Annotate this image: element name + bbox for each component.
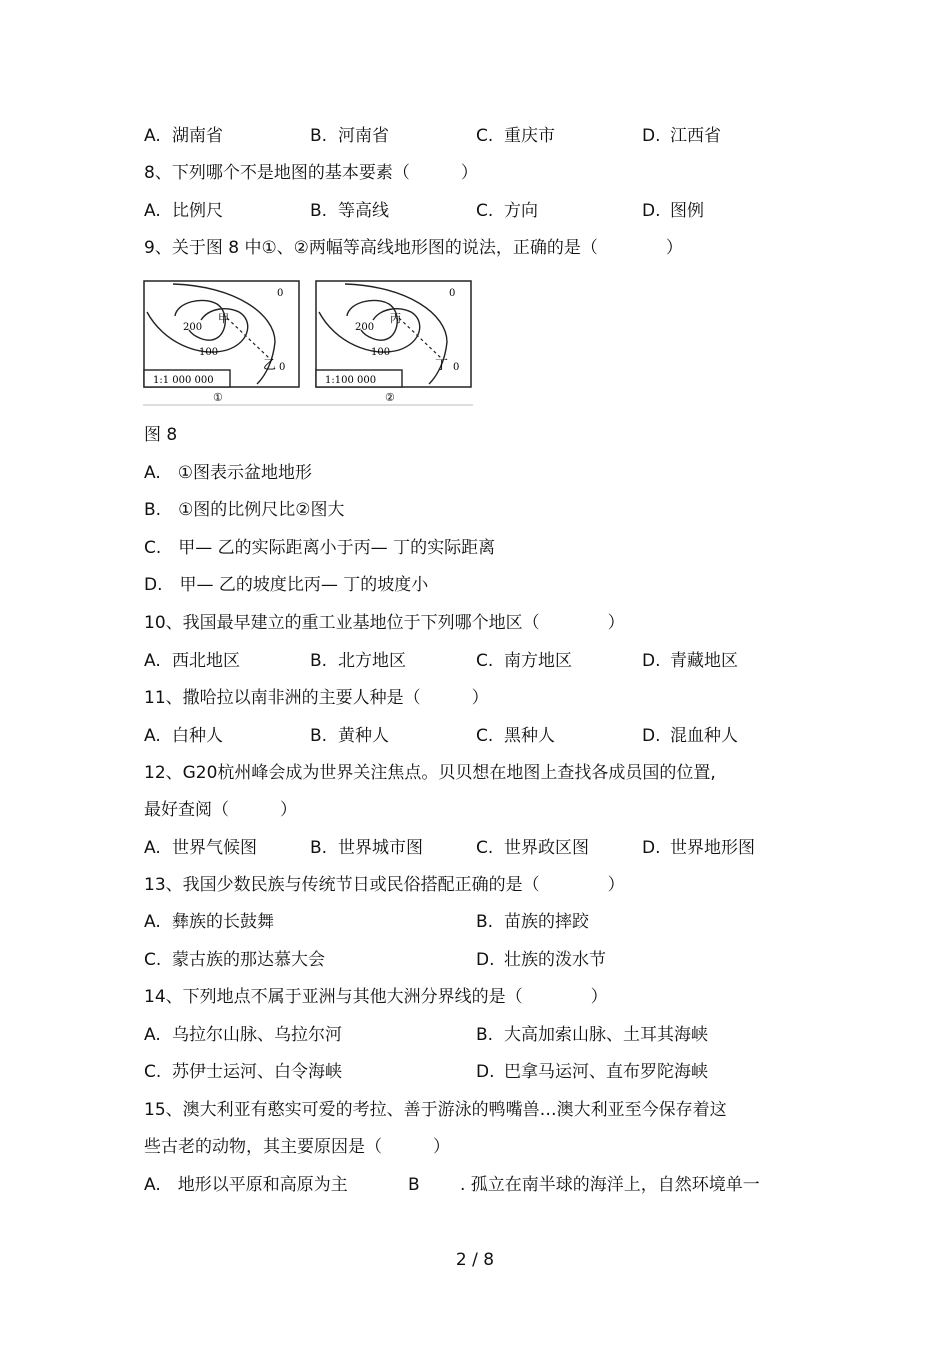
contour-map-1 — [144, 281, 299, 404]
q8-option-d: D. 图例 — [642, 201, 704, 221]
q11-option-c: C. 黑种人 — [476, 726, 555, 746]
contour-map-2 — [316, 281, 471, 404]
page-number: 2 / 8 — [455, 1250, 495, 1270]
map2-scale: 1:100 000 — [325, 375, 377, 386]
question-13: 13、我国少数民族与传统节日或民俗搭配正确的是（ ） — [144, 875, 625, 895]
map1-contour-0-bottom: 0 — [279, 362, 286, 373]
q10-option-d: D. 青藏地区 — [642, 651, 738, 671]
q10-option-a: A. 西北地区 — [144, 651, 240, 671]
map2-point-bing: 丙 — [390, 312, 401, 325]
q7-option-d: D. 江西省 — [642, 126, 721, 146]
q14-option-c: C. 苏伊士运河、白令海峡 — [144, 1062, 342, 1082]
q12-option-c: C. 世界政区图 — [476, 838, 589, 858]
q15-option-a: A. 地形以平原和高原为主 — [144, 1175, 348, 1195]
map2-contour-200: 200 — [355, 322, 375, 333]
q10-option-c: C. 南方地区 — [476, 651, 572, 671]
map2-contour-0-top: 0 — [449, 288, 456, 299]
q11-option-a: A. 白种人 — [144, 726, 223, 746]
map1-point-jia: 甲 — [218, 312, 229, 325]
q7-option-c: C. 重庆市 — [476, 126, 555, 146]
q12-option-d: D. 世界地形图 — [642, 838, 755, 858]
q14-option-d: D. 巴拿马运河、直布罗陀海峡 — [476, 1062, 708, 1082]
q9-option-b: B. ①图的比例尺比②图大 — [144, 500, 345, 520]
q9-option-c: C. 甲— 乙的实际距离小于丙— 丁的实际距离 — [144, 538, 496, 558]
question-12-line-2: 最好查阅（ ） — [144, 800, 297, 820]
q8-option-b: B. 等高线 — [310, 201, 389, 221]
contour-map-figure — [143, 280, 473, 406]
q11-option-b: B. 黄种人 — [310, 726, 389, 746]
q9-option-d: D. 甲— 乙的坡度比丙— 丁的坡度小 — [144, 575, 429, 595]
q14-option-a: A. 乌拉尔山脉、乌拉尔河 — [144, 1025, 342, 1045]
q14-option-b: B. 大高加索山脉、土耳其海峡 — [476, 1025, 708, 1045]
figure-caption: 图 8 — [144, 425, 178, 445]
map2-point-ding: 丁 — [435, 358, 449, 373]
map1-contour-200: 200 — [183, 322, 203, 333]
q8-option-a: A. 比例尺 — [144, 201, 223, 221]
question-8: 8、下列哪个不是地图的基本要素（ ） — [144, 163, 478, 183]
map1-point-yi: 乙 — [263, 358, 277, 373]
q7-option-b: B. 河南省 — [310, 126, 389, 146]
question-12-line-1: 12、G20杭州峰会成为世界关注焦点。贝贝想在地图上查找各成员国的位置, — [144, 763, 716, 783]
q11-option-d: D. 混血种人 — [642, 726, 738, 746]
q13-option-b: B. 苗族的摔跤 — [476, 912, 589, 932]
question-11: 11、撒哈拉以南非洲的主要人种是（ ） — [144, 688, 489, 708]
question-15-line-1: 15、澳大利亚有憨实可爱的考拉、善于游泳的鸭嘴兽…澳大利亚至今保存着这 — [144, 1100, 727, 1120]
map2-number: ② — [385, 391, 395, 404]
map1-contour-100: 100 — [199, 347, 219, 358]
question-15-line-2: 些古老的动物，其主要原因是（ ） — [144, 1137, 450, 1157]
q12-option-a: A. 世界气候图 — [144, 838, 257, 858]
q12-option-b: B. 世界城市图 — [310, 838, 423, 858]
q13-option-d: D. 壮族的泼水节 — [476, 950, 606, 970]
q13-option-a: A. 彝族的长鼓舞 — [144, 912, 274, 932]
map1-scale: 1:1 000 000 — [153, 375, 214, 386]
q8-option-c: C. 方向 — [476, 201, 538, 221]
q7-option-a: A. 湖南省 — [144, 126, 223, 146]
map1-number: ① — [213, 391, 223, 404]
q9-option-a: A. ①图表示盆地地形 — [144, 463, 312, 483]
q15-option-b-letter: B — [408, 1175, 420, 1195]
question-14: 14、下列地点不属于亚洲与其他大洲分界线的是（ ） — [144, 987, 608, 1007]
map2-contour-0-bottom: 0 — [453, 362, 460, 373]
map1-contour-0-top: 0 — [277, 288, 284, 299]
question-10: 10、我国最早建立的重工业基地位于下列哪个地区（ ） — [144, 613, 625, 633]
q10-option-b: B. 北方地区 — [310, 651, 406, 671]
q15-option-b-text: . 孤立在南半球的海洋上，自然环境单一 — [460, 1175, 760, 1195]
map2-contour-100: 100 — [371, 347, 391, 358]
q13-option-c: C. 蒙古族的那达慕大会 — [144, 950, 325, 970]
question-9: 9、关于图 8 中①、②两幅等高线地形图的说法，正确的是（ ） — [144, 238, 683, 258]
